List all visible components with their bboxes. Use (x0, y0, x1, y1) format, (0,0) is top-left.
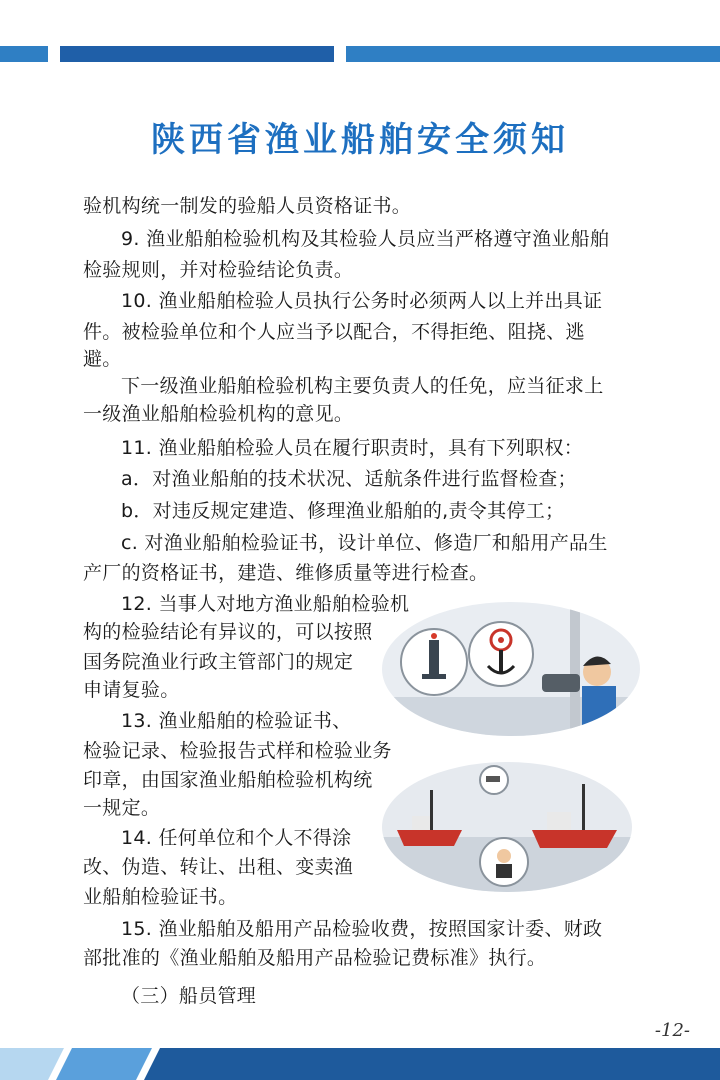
illustration-inspection-binoculars (382, 602, 640, 736)
text-line: 9. 渔业船舶检验机构及其检验人员应当严格遵守渔业船舶 (121, 228, 610, 250)
text-line: b．对违反规定建造、修理渔业船舶的,责令其停工； (121, 500, 565, 522)
text-line: 验机构统一制发的验船人员资格证书。 (83, 195, 412, 217)
illustration-fishing-boats-inspection (382, 762, 632, 892)
text-line: 检验规则，并对检验结论负责。 (83, 259, 354, 281)
text-line: 13. 渔业船舶的检验证书、 (121, 710, 352, 732)
text-line: 15. 渔业船舶及船用产品检验收费，按照国家计委、财政 (121, 918, 603, 940)
text-line: 14. 任何单位和个人不得涂 (121, 827, 352, 849)
text-line: 避。 (83, 348, 122, 370)
text-line: 业船舶检验证书。 (83, 886, 238, 908)
text-line: 产厂的资格证书，建造、维修质量等进行检查。 (83, 562, 489, 584)
header-bar-left (0, 46, 48, 62)
text-line: a．对渔业船舶的技术状况、适航条件进行监督检查； (121, 468, 577, 490)
text-line: 11. 渔业船舶检验人员在履行职责时，具有下列职权： (121, 437, 584, 459)
text-line: 部批准的《渔业船舶及船用产品检验记费标准》执行。 (83, 947, 547, 969)
text-line: 印章，由国家渔业船舶检验机构统 (83, 769, 373, 791)
text-line: 改、伪造、转让、出租、变卖渔 (83, 856, 354, 878)
text-line: 10. 渔业船舶检验人员执行公务时必须两人以上并出具证 (121, 290, 603, 312)
text-line: 12. 当事人对地方渔业船舶检验机 (121, 593, 410, 615)
text-line: 国务院渔业行政主管部门的规定 (83, 651, 354, 673)
page-title: 陕西省渔业船舶安全须知 (151, 120, 569, 160)
section-heading: （三）船员管理 (121, 985, 257, 1007)
text-line: 下一级渔业船舶检验机构主要负责人的任免，应当征求上 (121, 375, 604, 397)
footer-band (0, 1048, 720, 1080)
header-bar-middle (60, 46, 334, 62)
text-line: c. 对渔业船舶检验证书，设计单位、修造厂和船用产品生 (121, 532, 608, 554)
text-line: 一规定。 (83, 797, 161, 819)
page-number: -12- (654, 1020, 690, 1041)
text-line: 申请复验。 (83, 679, 180, 701)
text-line: 一级渔业船舶检验机构的意见。 (83, 403, 354, 425)
header-bar-right (346, 46, 720, 62)
text-line: 检验记录、检验报告式样和检验业务 (83, 740, 392, 762)
text-line: 构的检验结论有异议的，可以按照 (83, 621, 373, 643)
text-line: 件。被检验单位和个人应当予以配合，不得拒绝、阻挠、逃 (83, 321, 585, 343)
